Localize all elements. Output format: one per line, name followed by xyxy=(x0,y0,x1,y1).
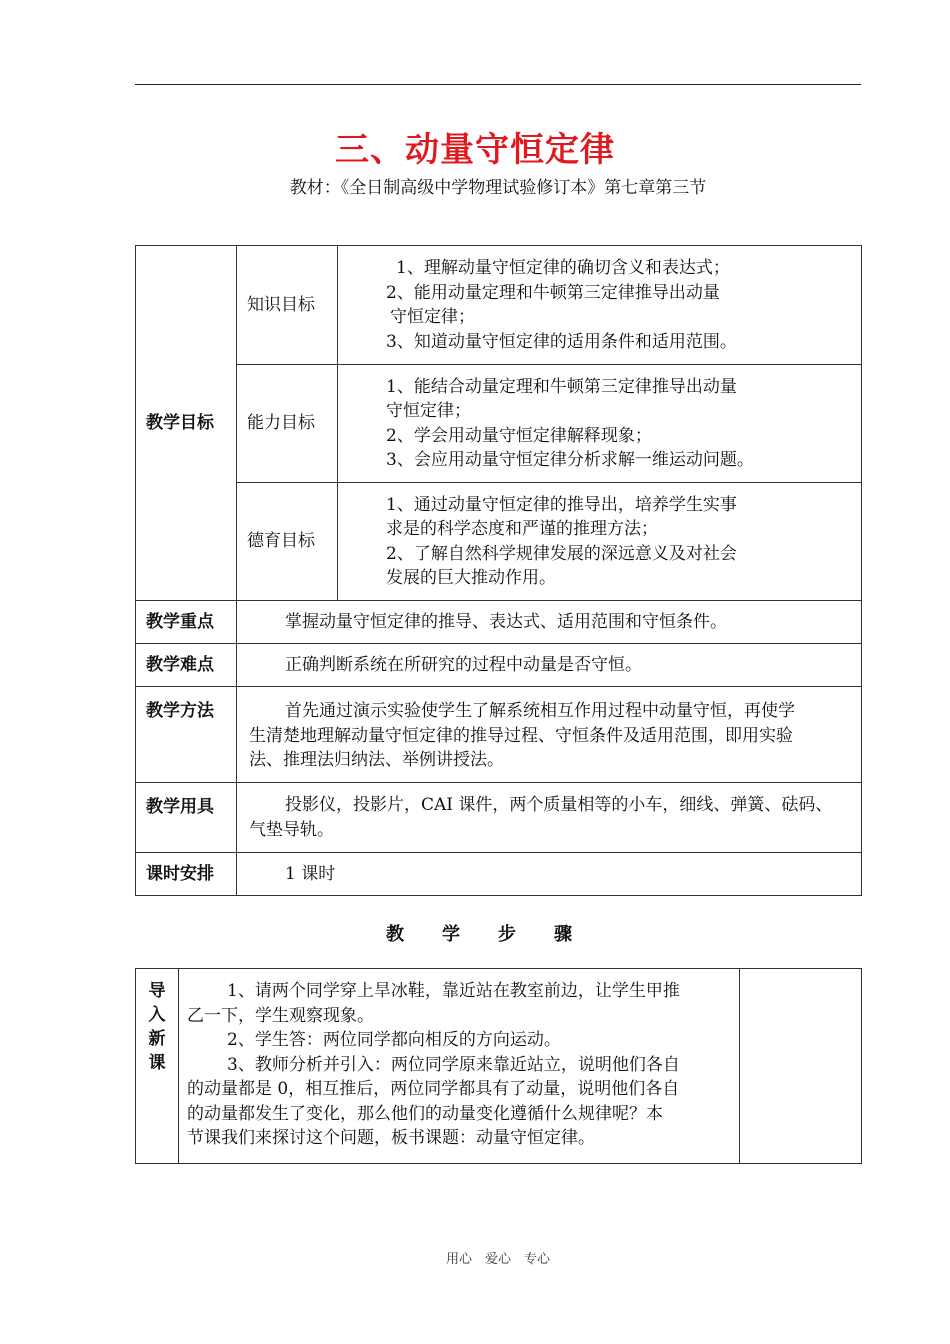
method-label: 教学方法 xyxy=(136,687,237,783)
intro-label xyxy=(136,969,179,1164)
text-line: 求是的科学态度和严谨的推理方法； xyxy=(386,519,658,539)
intro-text xyxy=(179,969,740,1164)
moral-objective-label: 德育目标 xyxy=(237,483,338,601)
text-line: 发展的巨大推动作用。 xyxy=(386,568,556,588)
moral-objective-text xyxy=(338,483,862,601)
ability-objective-text xyxy=(338,365,862,483)
page-footer: 用心 爱心 专心 xyxy=(445,1252,550,1267)
header-rule xyxy=(135,84,861,85)
keypoint-text xyxy=(237,601,862,644)
ability-objective-label: 能力目标 xyxy=(237,365,338,483)
text-line: 的动量都发生了变化，那么他们的动量变化遵循什么规律呢？本 xyxy=(187,1103,663,1124)
text-line: 首先通过演示实验使学生了解系统相互作用过程中动量守恒，再使学 xyxy=(285,701,795,721)
text-line: 1 课时 xyxy=(285,863,336,884)
schedule-label: 课时安排 xyxy=(136,853,237,896)
text-line: 投影仪，投影片，CAI 课件，两个质量相等的小车，细线、弹簧、砝码、 xyxy=(285,795,833,815)
text-line: 掌握动量守恒定律的推导、表达式、适用范围和守恒条件。 xyxy=(285,611,727,632)
text-line: 乙一下，学生观察现象。 xyxy=(187,1005,374,1026)
method-text xyxy=(237,687,862,783)
difficulty-label: 教学难点 xyxy=(136,644,237,687)
text-line: 生清楚地理解动量守恒定律的推导过程、守恒条件及适用范围，即用实验 xyxy=(249,725,793,746)
text-line: 1、通过动量守恒定律的推导出，培养学生实事 xyxy=(386,494,737,515)
text-line: 节课我们来探讨这个问题，板书课题：动量守恒定律。 xyxy=(187,1128,595,1148)
text-line: 1、理解动量守恒定律的确切含义和表达式； xyxy=(396,258,730,278)
tools-text xyxy=(237,783,862,853)
knowledge-objective-label: 知识目标 xyxy=(237,246,338,365)
lesson-plan-table xyxy=(135,245,862,896)
intro-label-char: 导 xyxy=(148,981,166,1001)
text-line: 正确判断系统在所研究的过程中动量是否守恒。 xyxy=(285,654,642,675)
schedule-text xyxy=(237,853,862,896)
text-line: 法、推理法归纳法、举例讲授法。 xyxy=(249,750,504,770)
text-line: 3、教师分析并引入：两位同学原来靠近站立，说明他们各自 xyxy=(227,1054,680,1075)
page-title: 三、动量守恒定律 xyxy=(335,130,615,170)
text-line: 守恒定律； xyxy=(390,307,475,327)
text-line: 2、了解自然科学规律发展的深远意义及对社会 xyxy=(386,543,737,564)
objectives-label: 教学目标 xyxy=(136,246,237,601)
text-line: 2、学生答：两位同学都向相反的方向运动。 xyxy=(227,1030,561,1050)
tools-label: 教学用具 xyxy=(136,783,237,853)
knowledge-objective-text xyxy=(338,246,862,365)
text-line: 1、能结合动量定理和牛顿第三定律推导出动量 xyxy=(386,376,737,397)
text-line: 1、请两个同学穿上旱冰鞋，靠近站在教室前边，让学生甲推 xyxy=(227,981,680,1001)
text-line: 2、学会用动量守恒定律解释现象； xyxy=(386,425,652,446)
text-line: 的动量都是 0，相互推后，两位同学都具有了动量，说明他们各自 xyxy=(187,1079,680,1099)
intro-label-char: 课 xyxy=(148,1053,166,1073)
keypoint-label: 教学重点 xyxy=(136,601,237,644)
steps-heading: 教学步骤 xyxy=(386,924,610,945)
teaching-steps-table xyxy=(135,968,862,1164)
difficulty-text xyxy=(237,644,862,687)
text-line: 2、能用动量定理和牛顿第三定律推导出动量 xyxy=(386,282,720,303)
textbook-subtitle: 教材：《全日制高级中学物理试验修订本》第七章第三节 xyxy=(289,178,707,198)
notes-column xyxy=(740,969,862,1164)
text-line: 3、知道动量守恒定律的适用条件和适用范围。 xyxy=(386,331,737,352)
text-line: 守恒定律； xyxy=(386,401,471,421)
intro-label-char: 新 xyxy=(148,1029,166,1049)
intro-label-char: 入 xyxy=(148,1005,166,1025)
text-line: 气垫导轨。 xyxy=(249,819,334,840)
text-line: 3、会应用动量守恒定律分析求解一维运动问题。 xyxy=(386,450,754,470)
